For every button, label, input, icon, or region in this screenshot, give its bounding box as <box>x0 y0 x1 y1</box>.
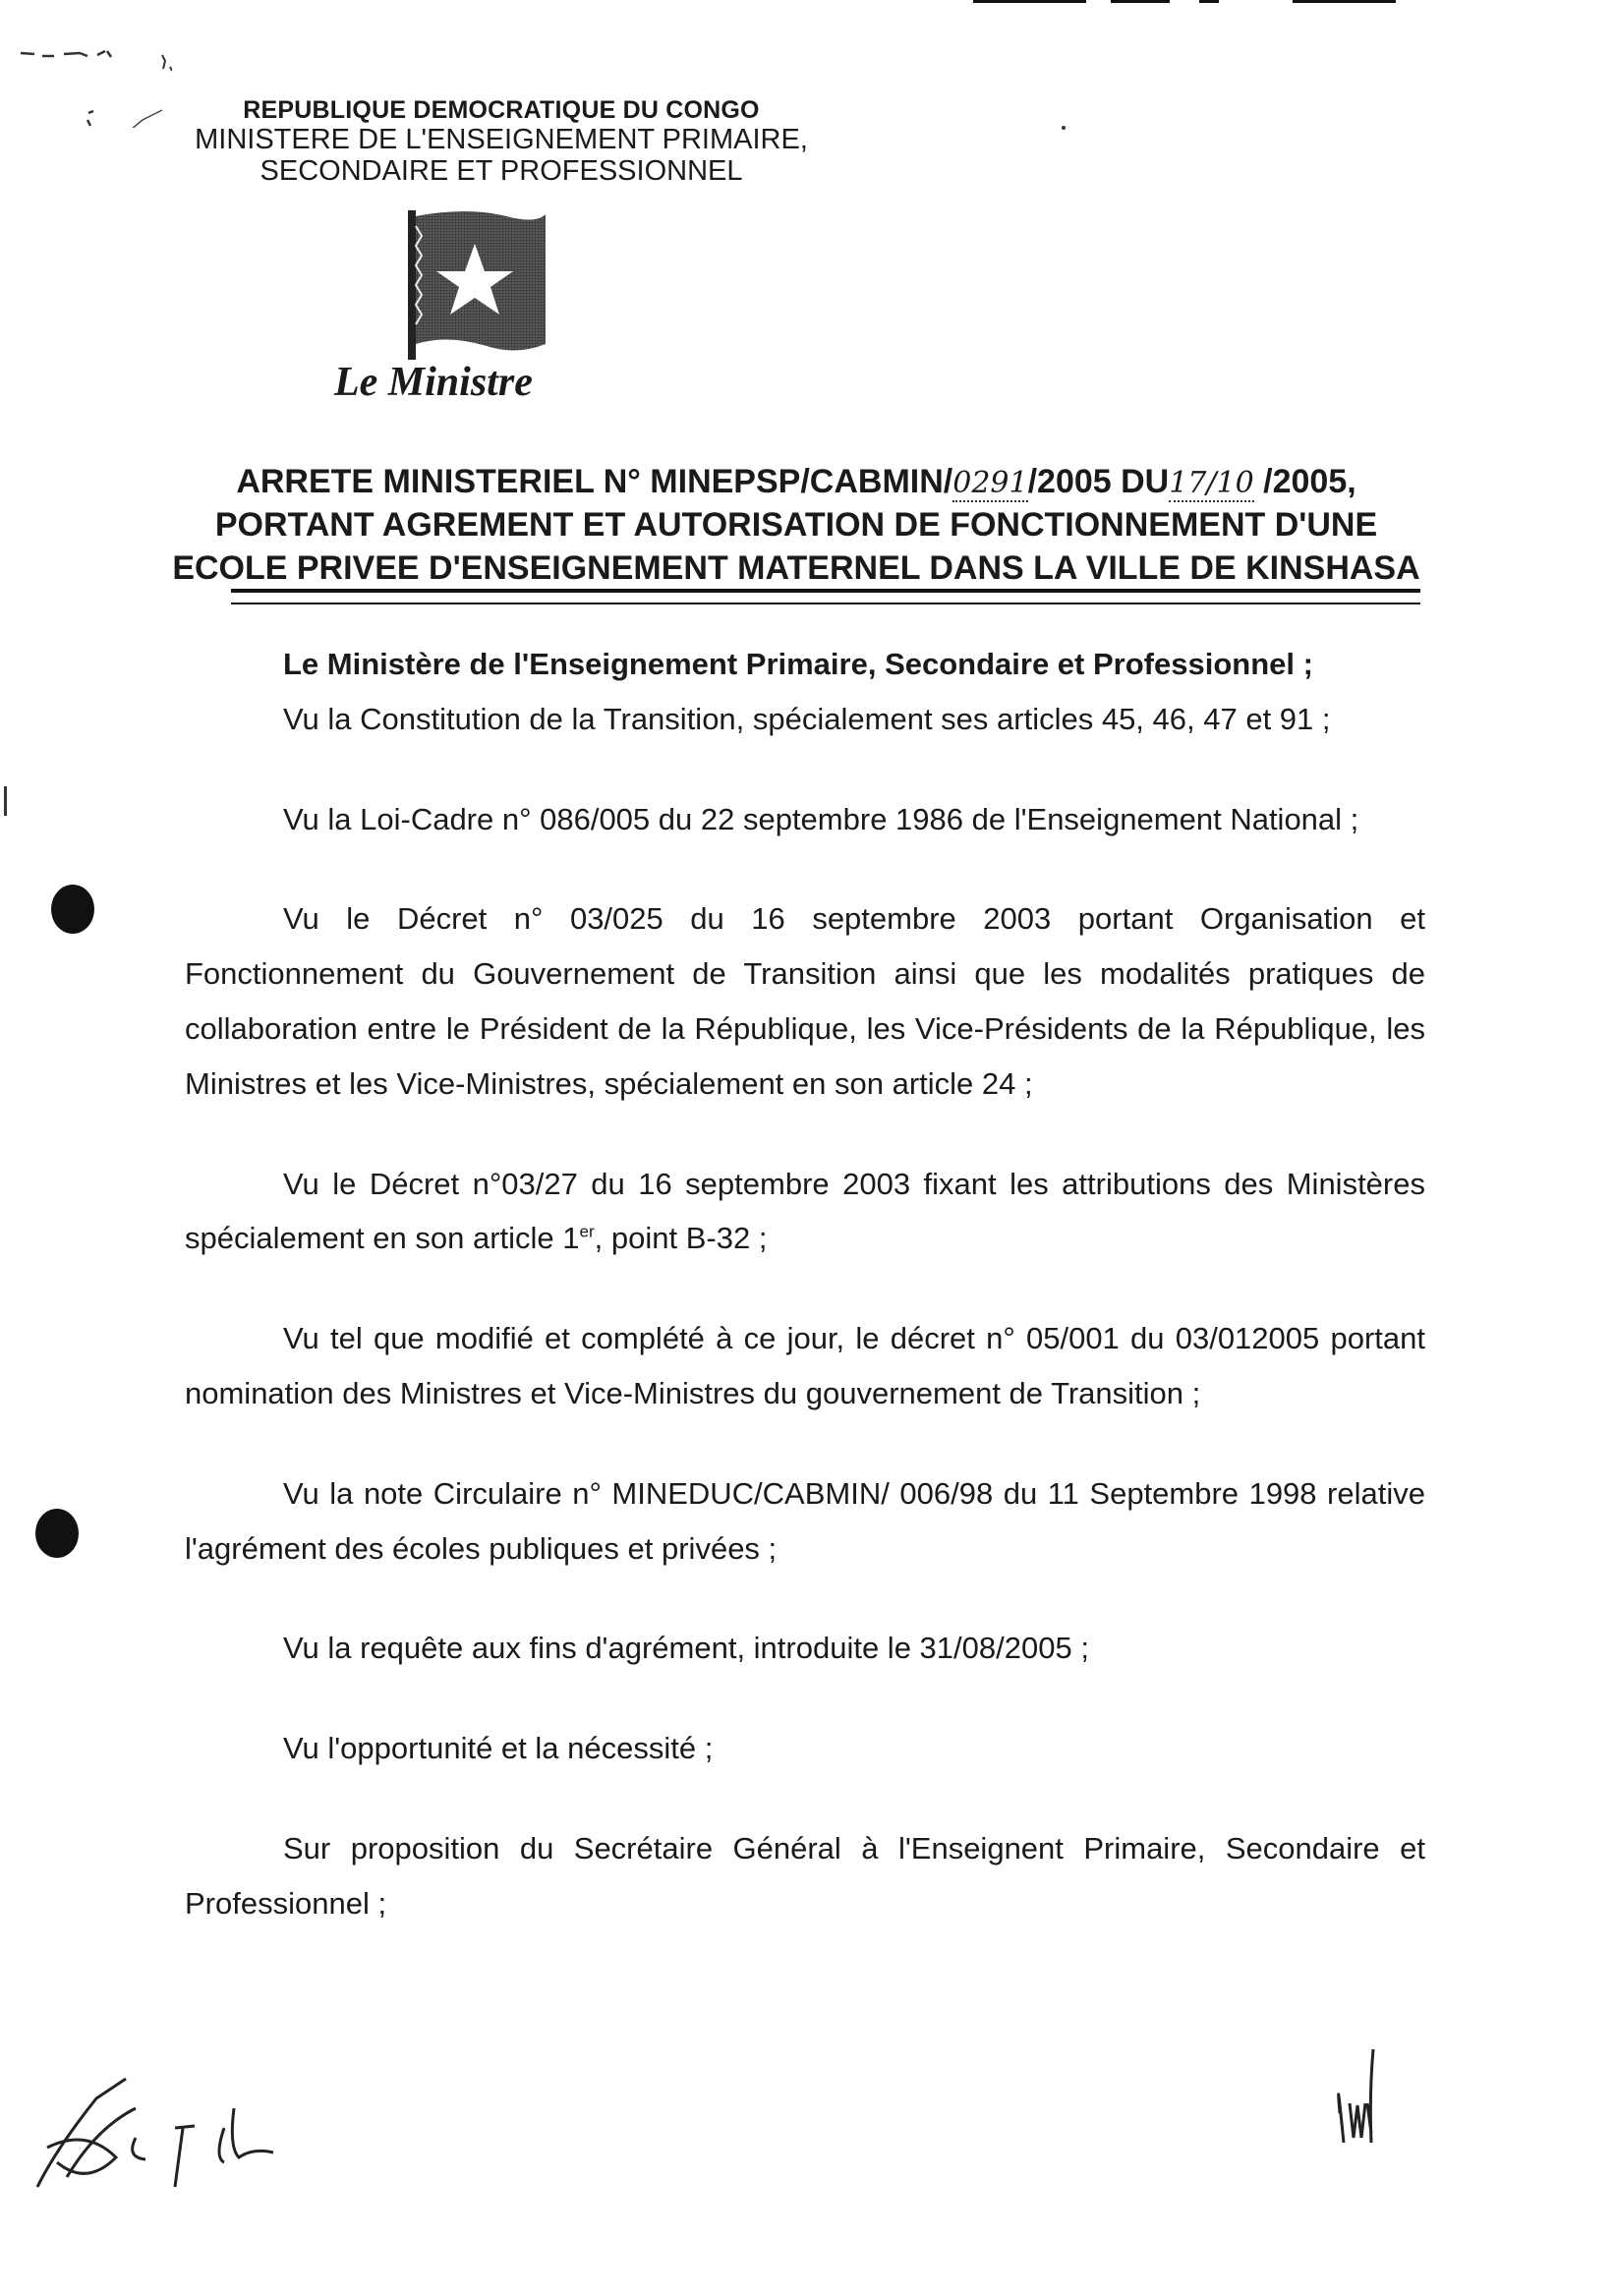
country-name: REPUBLIQUE DEMOCRATIQUE DU CONGO <box>243 96 760 124</box>
paragraph-proposition: Sur proposition du Secrétaire Général à l'Enseignent Primaire, Secondaire et Professionnel ; <box>185 1830 1425 1921</box>
punch-hole-icon <box>51 885 94 934</box>
ministry-line-1: MINISTERE DE L'ENSEIGNEMENT PRIMAIRE, <box>195 124 808 155</box>
margin-signature <box>28 2069 293 2197</box>
paragraph-decret-nomination: Vu tel que modifié et complété à ce jour, le décret n° 05/001 du 03/012005 portant nomination des Ministres et Vice-Ministres du gouvernement de Transition ; <box>185 1321 1425 1410</box>
flag-star-emblem-icon <box>398 206 555 364</box>
decree-title-line-2: PORTANT AGREMENT ET AUTORISATION DE FONCTIONNEMENT D'UNE <box>214 506 1378 545</box>
decree-body <box>185 637 1425 1931</box>
scan-speck <box>1062 126 1066 130</box>
paragraph-requete: Vu la requête aux fins d'agrément, introduite le 31/08/2005 ; <box>283 1631 1089 1666</box>
paragraph-decret-organisation: Vu le Décret n° 03/025 du 16 septembre 2003 portant Organisation et Fonctionnement du Gouvernement de Transition ainsi que les modalités pratiques de collaboration entre le Président de la République, les Vice-Présidents de la République, les Ministres et les Vice-Ministres, spécialement en son article 24 ; <box>185 901 1425 1101</box>
handwritten-decree-date: 17/10 <box>1169 466 1254 500</box>
minister-title: Le Ministre <box>334 360 533 405</box>
paragraph-constitution: Vu la Constitution de la Transition, spécialement ses articles 45, 46, 47 et 91 ; <box>283 701 1331 736</box>
paragraph-circulaire: Vu la note Circulaire n° MINEDUC/CABMIN/ 006/98 du 11 Septembre 1998 relative l'agrément des écoles publiques et privées ; <box>185 1475 1425 1566</box>
decree-title <box>157 460 1435 591</box>
scan-edge-mark <box>4 786 7 816</box>
intro-paragraph: Le Ministère de l'Enseignement Primaire, Secondaire et Professionnel ; <box>283 647 1313 681</box>
ministry-line-2: SECONDAIRE ET PROFESSIONNEL <box>260 155 743 188</box>
decree-title-line-3: ECOLE PRIVEE D'ENSEIGNEMENT MATERNEL DANS LA VILLE DE KINSHASA <box>172 549 1420 588</box>
punch-hole-icon <box>35 1509 79 1558</box>
top-edge-rules <box>973 0 1396 6</box>
decree-title-line-1: ARRETE MINISTERIEL N° MINEPSP/CABMIN/0291/2005 DU17/10 /2005, <box>236 463 1356 500</box>
corner-scribble <box>15 39 172 128</box>
handwritten-decree-number: 0291 <box>952 466 1028 500</box>
paragraph-opportunite: Vu l'opportunité et la nécessité ; <box>283 1731 714 1766</box>
letterhead <box>157 96 845 188</box>
paragraph-loi-cadre: Vu la Loi-Cadre n° 086/005 du 22 septembre 1986 de l'Enseignement National ; <box>283 801 1359 836</box>
handwritten-initials <box>1332 2044 1391 2152</box>
paragraph-decret-attributions: Vu le Décret n°03/27 du 16 septembre 2003 fixant les attributions des Ministères spécialement en son article 1er, point B-32 ; <box>185 1166 1425 1256</box>
title-underline <box>231 589 1420 604</box>
